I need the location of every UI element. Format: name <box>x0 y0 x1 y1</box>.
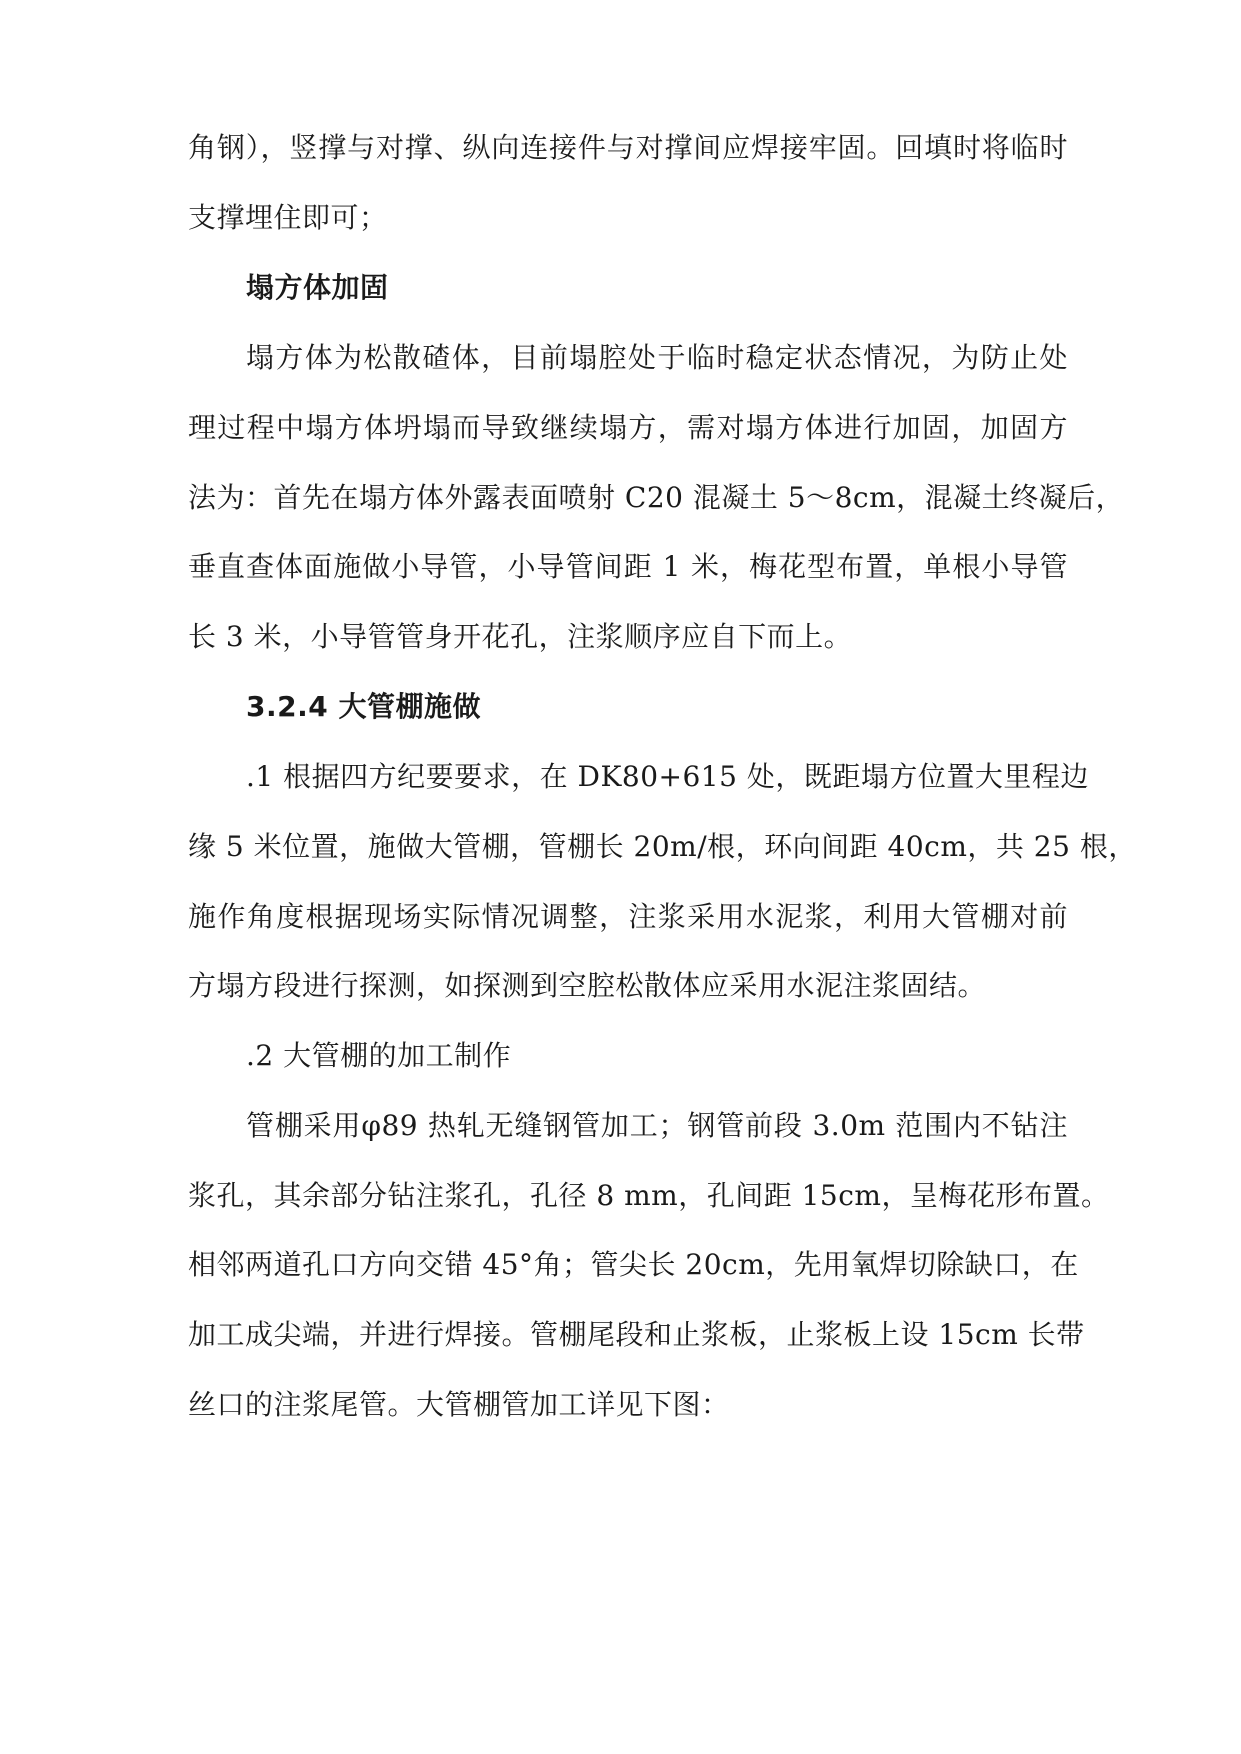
section-heading: 塌方体加固 <box>246 271 389 304</box>
text-line: 垂直查体面施做小导管，小导管间距 1 米，梅花型布置，单根小导管 <box>188 550 1068 583</box>
text-line: 施作角度根据现场实际情况调整，注浆采用水泥浆，利用大管棚对前 <box>188 900 1068 933</box>
text-line: 管棚采用φ89 热轧无缝钢管加工；钢管前段 3.0m 范围内不钻注 <box>246 1109 1068 1142</box>
text-line: 角钢），竖撑与对撑、纵向连接件与对撑间应焊接牢固。回填时将临时 <box>188 131 1068 164</box>
text-line: 浆孔，其余部分钻注浆孔，孔径 8 mm，孔间距 15cm，呈梅花形布置。 <box>188 1179 1110 1212</box>
text-line: 方塌方段进行探测，如探测到空腔松散体应采用水泥注浆固结。 <box>188 969 987 1002</box>
text-line: 加工成尖端，并进行焊接。管棚尾段和止浆板，止浆板上设 15cm 长带 <box>188 1318 1085 1351</box>
text-line: 缘 5 米位置，施做大管棚，管棚长 20m/根，环向间距 40cm，共 25 根， <box>188 830 1137 863</box>
text-line: .1 根据四方纪要要求，在 DK80+615 处，既距塌方位置大里程边 <box>246 760 1089 793</box>
text-line: 丝口的注浆尾管。大管棚管加工详见下图： <box>188 1388 730 1421</box>
subsection-heading: .2 大管棚的加工制作 <box>246 1039 512 1072</box>
text-line: 塌方体为松散碴体，目前塌腔处于临时稳定状态情况，为防止处 <box>246 341 1068 374</box>
text-line: 长 3 米，小导管管身开花孔，注浆顺序应自下而上。 <box>188 620 853 653</box>
text-line: 法为：首先在塌方体外露表面喷射 C20 混凝土 5～8cm，混凝土终凝后， <box>188 481 1125 514</box>
section-heading: 3.2.4 大管棚施做 <box>246 690 481 723</box>
text-line: 理过程中塌方体坍塌而导致继续塌方，需对塌方体进行加固，加固方 <box>188 411 1068 444</box>
text-line: 支撑埋住即可； <box>188 201 388 234</box>
text-line: 相邻两道孔口方向交错 45°角；管尖长 20cm，先用氧焊切除缺口，在 <box>188 1248 1079 1281</box>
